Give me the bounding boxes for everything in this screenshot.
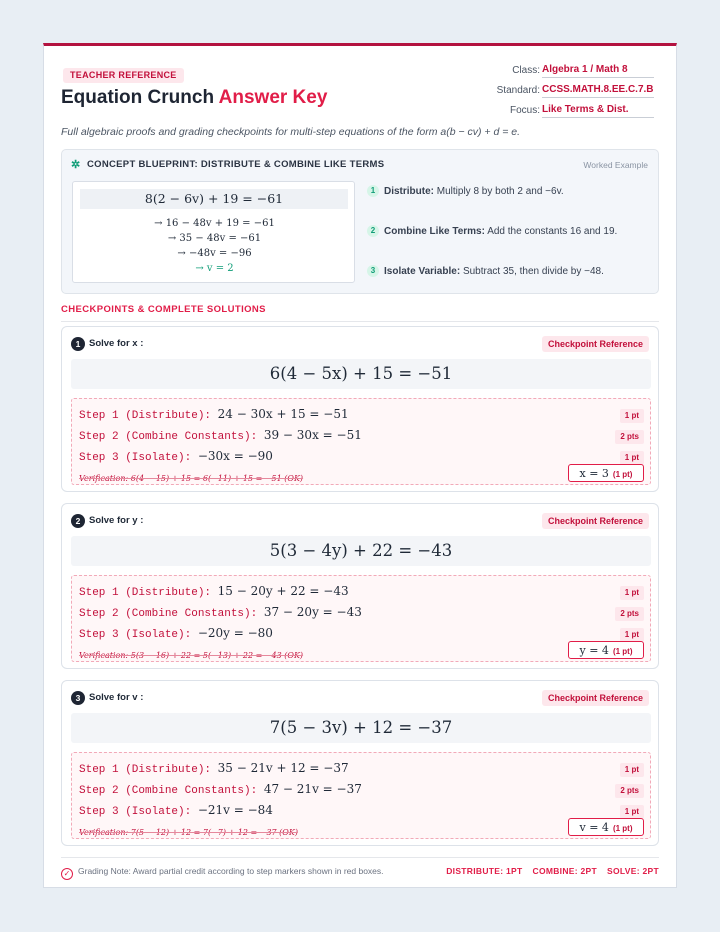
problem-card-1: [61, 326, 659, 492]
step-text: Subtract 35, then divide by −48.: [462, 266, 604, 277]
step-math: 35 − 21v + 12 = −37: [217, 761, 349, 775]
concept-blueprint: [61, 149, 659, 294]
teacher-reference-badge: TEACHER REFERENCE: [63, 68, 184, 83]
final-answer: x = 3: [579, 467, 609, 480]
solution-step: [79, 782, 362, 797]
step-label: Isolate Variable:: [384, 266, 461, 277]
score-summary: [436, 866, 659, 876]
step-points: 1 pt: [620, 409, 644, 423]
step-label: Step 2 (Combine Constants):: [79, 785, 258, 797]
meta-value: CCSS.MATH.8.EE.C.7.B: [542, 84, 654, 98]
problem-equation: 7(5 − 3v) + 12 = −37: [71, 713, 651, 743]
solution-steps: [71, 752, 651, 839]
checkpoint-reference-badge: Checkpoint Reference: [542, 336, 649, 352]
problem-card-2: [61, 503, 659, 669]
step-points: 1 pt: [620, 763, 644, 777]
worked-example-tag: Worked Example: [583, 160, 648, 170]
answer-points: (1 pt): [612, 647, 633, 656]
problem-card-3: [61, 680, 659, 846]
blueprint-heading-text: CONCEPT BLUEPRINT: DISTRIBUTE & COMBINE LIKE TERMS: [87, 159, 385, 170]
meta-label: Focus:: [509, 105, 540, 116]
step-math: 24 − 30x + 15 = −51: [217, 407, 349, 421]
step-label: Step 1 (Distribute):: [79, 410, 212, 422]
step-points: 2 pts: [615, 607, 644, 621]
final-answer: y = 4: [579, 644, 609, 657]
solution-steps: [71, 575, 651, 662]
step-points: 1 pt: [620, 586, 644, 600]
blueprint-heading: [71, 159, 384, 171]
problem-label: Solve for y :: [89, 515, 144, 526]
step-label: Step 2 (Combine Constants):: [79, 431, 258, 443]
blueprint-step: [367, 225, 617, 237]
step-text: Add the constants 16 and 19.: [487, 226, 618, 237]
final-answer: v = 4: [579, 821, 609, 834]
meta-value: Algebra 1 / Math 8: [542, 64, 654, 78]
step-label: Step 1 (Distribute):: [79, 587, 212, 599]
step-math: −30x = −90: [197, 449, 273, 463]
meta-row-focus: [488, 102, 658, 122]
verification-line: Verification: 6(4 − 15) + 15 = 6(−11) + 15 = −51 (OK): [79, 474, 304, 483]
worked-example-equation: 8(2 − 6v) + 19 = −61: [80, 189, 348, 209]
step-math: −20y = −80: [197, 626, 273, 640]
problem-label: Solve for v :: [89, 692, 144, 703]
sparkle-icon: ✲: [71, 159, 81, 171]
answer-points: (1 pt): [612, 470, 633, 479]
step-points: 2 pts: [615, 784, 644, 798]
problem-number: 2: [71, 514, 85, 528]
class-meta: [488, 62, 658, 122]
blueprint-step: [367, 185, 564, 197]
score-solve: SOLVE: 2PT: [607, 866, 659, 876]
step-label: Step 3 (Isolate):: [79, 806, 192, 818]
meta-row-standard: [488, 82, 658, 102]
step-text: Multiply 8 by both 2 and −6v.: [436, 186, 564, 197]
meta-label: Class:: [512, 65, 540, 76]
score-distribute: DISTRIBUTE: 1PT: [446, 866, 523, 876]
worked-step-line: → 16 − 48v + 19 = −61: [154, 218, 275, 229]
step-label: Distribute:: [384, 186, 434, 197]
solution-steps: [71, 398, 651, 485]
problem-number: 3: [71, 691, 85, 705]
worked-step-line: → −48v = −96: [177, 248, 252, 259]
step-label: Step 3 (Isolate):: [79, 452, 192, 464]
step-label: Combine Like Terms:: [384, 226, 485, 237]
step-number-badge: 1: [367, 185, 379, 197]
check-circle-icon: ✓: [61, 868, 73, 880]
answer-key-page: [43, 43, 677, 888]
solution-step: [79, 605, 362, 620]
worked-example-box: [72, 181, 355, 283]
problem-label: Solve for x :: [89, 338, 144, 349]
checkpoint-reference-badge: Checkpoint Reference: [542, 690, 649, 706]
solution-step: [79, 626, 273, 641]
step-label: Step 2 (Combine Constants):: [79, 608, 258, 620]
step-math: 15 − 20y + 22 = −43: [217, 584, 349, 598]
page-title: [61, 87, 327, 109]
solution-step: [79, 803, 273, 818]
meta-row-class: [488, 62, 658, 82]
step-math: −21v = −84: [197, 803, 273, 817]
page-subtitle: Full algebraic proofs and grading checkpoints for multi-step equations of the form a(b − cv) + d = e.: [61, 126, 521, 138]
problem-equation: 5(3 − 4y) + 22 = −43: [71, 536, 651, 566]
grading-note-text: Grading Note: Award partial credit according to step markers shown in red boxes.: [78, 866, 384, 876]
checkpoint-reference-badge: Checkpoint Reference: [542, 513, 649, 529]
step-math: 39 − 30x = −51: [263, 428, 362, 442]
step-number-badge: 2: [367, 225, 379, 237]
step-label: Step 1 (Distribute):: [79, 764, 212, 776]
step-points: 1 pt: [620, 805, 644, 819]
step-label: Step 3 (Isolate):: [79, 629, 192, 641]
solution-step: [79, 407, 349, 422]
title-main: Equation Crunch: [61, 87, 215, 108]
step-points: 2 pts: [615, 430, 644, 444]
problem-equation: 6(4 − 5x) + 15 = −51: [71, 359, 651, 389]
solution-step: [79, 761, 349, 776]
worked-result-line: → v = 2: [195, 263, 234, 274]
solution-step: [79, 428, 362, 443]
solution-step: [79, 584, 349, 599]
final-answer-box: [568, 818, 644, 836]
verification-line: Verification: 7(5 − 12) + 12 = 7(−7) + 12 = −37 (OK): [79, 828, 298, 837]
worked-step-line: → 35 − 48v = −61: [167, 233, 262, 244]
grading-note: [61, 866, 384, 880]
step-number-badge: 3: [367, 265, 379, 277]
section-title: CHECKPOINTS & COMPLETE SOLUTIONS: [61, 304, 659, 322]
step-math: 47 − 21v = −37: [263, 782, 362, 796]
step-points: 1 pt: [620, 628, 644, 642]
problem-number: 1: [71, 337, 85, 351]
step-points: 1 pt: [620, 451, 644, 465]
page-footer: [61, 857, 659, 878]
meta-value: Like Terms & Dist.: [542, 104, 654, 118]
verification-line: Verification: 5(3 − 16) + 22 = 5(−13) + 22 = −43 (OK): [79, 651, 304, 660]
meta-label: Standard:: [496, 85, 540, 96]
title-accent: Answer Key: [218, 87, 328, 108]
answer-points: (1 pt): [612, 824, 633, 833]
score-combine: COMBINE: 2PT: [532, 866, 598, 876]
final-answer-box: [568, 641, 644, 659]
solution-step: [79, 449, 273, 464]
blueprint-step: [367, 265, 604, 277]
final-answer-box: [568, 464, 644, 482]
step-math: 37 − 20y = −43: [263, 605, 362, 619]
